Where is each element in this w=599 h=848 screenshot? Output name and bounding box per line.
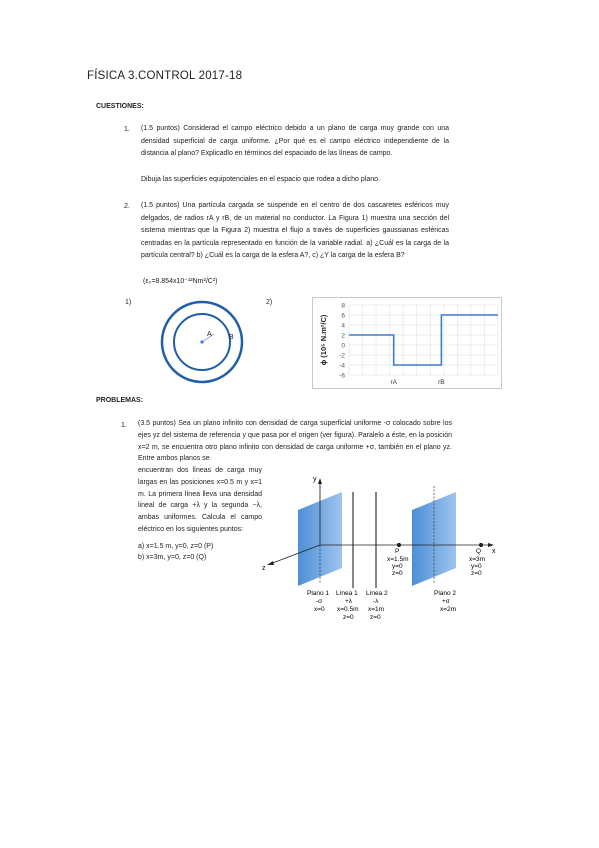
y-tick-label: 8: [341, 302, 345, 310]
point-q-label: Q: [476, 548, 482, 555]
x-tick-label-ra: rA: [390, 379, 397, 386]
q1-text: (1.5 puntos) Considerad el campo eléctrico debido a un plano de carga muy grande con una densidad superficial de carga uniforme. ¿Por qué es el campo eléctrico independiente de la distancia al plano? Explicadlo en términos del espaciado de las líneas de campo.: [141, 125, 449, 158]
svg-text:x=3m: x=3m: [469, 556, 486, 563]
p1-text: (3.5 puntos) Sea un plano infinito con densidad de carga superficial uniforme -σ colocado sobre los ejes yz del sistema de referencia y que pasa por el origen (ver figura). Paralelo a éste, en la posición x=2 m, se encuentra otro plano infinito con densidad de carga uniforme +σ, también en el plano yz. Entre ambos planos se: [138, 420, 452, 463]
svg-text:-σ: -σ: [316, 598, 323, 605]
q1-number: 1.: [124, 126, 130, 133]
page-title: FÍSICA 3.CONTROL 2017-18: [87, 70, 243, 82]
problemas-heading: PROBLEMAS:: [96, 397, 144, 404]
sphere-b-label: B: [229, 334, 234, 341]
svg-text:y=0: y=0: [392, 563, 403, 570]
y-tick-label: -2: [339, 352, 345, 360]
y-tick-label: 2: [341, 332, 345, 340]
x-axis-label: x: [492, 548, 496, 555]
svg-text:+λ: +λ: [345, 598, 353, 605]
point-p-label: P: [395, 548, 400, 555]
sphere-a-label: A: [207, 331, 212, 338]
svg-text:z=0: z=0: [392, 570, 403, 577]
x-tick-label-rb: rB: [438, 379, 445, 386]
svg-text:z=0: z=0: [471, 570, 482, 577]
y-tick-label: 0: [341, 342, 345, 350]
point-q: [479, 543, 483, 547]
svg-text:z=0: z=0: [343, 614, 354, 621]
figure-1-concentric-spheres: [160, 300, 244, 384]
p1-number: 1.: [121, 422, 127, 429]
svg-text:+σ: +σ: [442, 598, 450, 605]
point-q-statement: b) x=3m, y=0, z=0 (Q): [138, 554, 207, 561]
svg-text:x=1m: x=1m: [368, 606, 385, 613]
svg-text:x=0.5m: x=0.5m: [337, 606, 359, 613]
y-tick-label: 4: [341, 322, 345, 330]
svg-text:x=0: x=0: [314, 606, 325, 613]
plano-1-label: Plano 1: [307, 590, 330, 597]
point-p: [397, 543, 401, 547]
planes-lines-diagram: [260, 470, 500, 630]
q2-text: (1.5 puntos) Una partícula cargada se suspende en el centro de dos cascaretes esféricos muy delgados, de radios rA y rB, de un material no conductor. La Figura 1) muestra una sección del sistema mientras que la Figura 2) muestra el flujo a través de superficies gaussianas esféricas centradas en la partícula representado en función de la variable radial. a) ¿Cuál es la carga de la partícula central? b) ¿Cuál es la carga de la esfera A?, c) ¿Y la carga de la esfera B?: [141, 202, 449, 260]
svg-text:x=1.5m: x=1.5m: [387, 556, 409, 563]
p1-text-wrap: encuentran dos líneas de carga muy largas en las posiciones x=0.5 m y x=1 m. La primera línea lleva una densidad lineal de carga +λ y la segunda −λ, ambas uniformes. Calcula el campo eléctrico en los siguientes puntos:: [138, 467, 262, 533]
flux-chart: [312, 297, 502, 389]
svg-text:y=0: y=0: [471, 563, 482, 570]
point-p-statement: a) x=1.5 m, y=0, z=0 (P): [138, 543, 214, 550]
y-tick-label: -4: [339, 362, 345, 370]
y-tick-label: 6: [341, 312, 345, 320]
y-axis-label: ϕ (10⁵ N.m²/C): [319, 314, 328, 366]
y-tick-label: -6: [339, 372, 345, 380]
figure-1-label: 1): [125, 299, 132, 306]
q2-number: 2.: [124, 203, 130, 210]
svg-text:-λ: -λ: [373, 598, 379, 605]
linea-2-label: Línea 2: [366, 590, 388, 597]
epsilon-constant: (ε₀=8.854x10⁻¹²Nm²/C²): [143, 278, 218, 285]
z-axis-label: z: [262, 565, 266, 572]
linea-1-label: Línea 1: [336, 590, 358, 597]
svg-text:x=2m: x=2m: [440, 606, 457, 613]
q1-text-2: Dibuja las superficies equipotenciales en el espacio que rodea a dicho plano.: [141, 176, 380, 183]
figure-2-label: 2): [266, 299, 273, 306]
svg-text:z=0: z=0: [370, 614, 381, 621]
plano-2-label: Plano 2: [434, 590, 457, 597]
y-axis-label: y: [313, 476, 317, 483]
cuestiones-heading: CUESTIONES:: [96, 103, 144, 110]
